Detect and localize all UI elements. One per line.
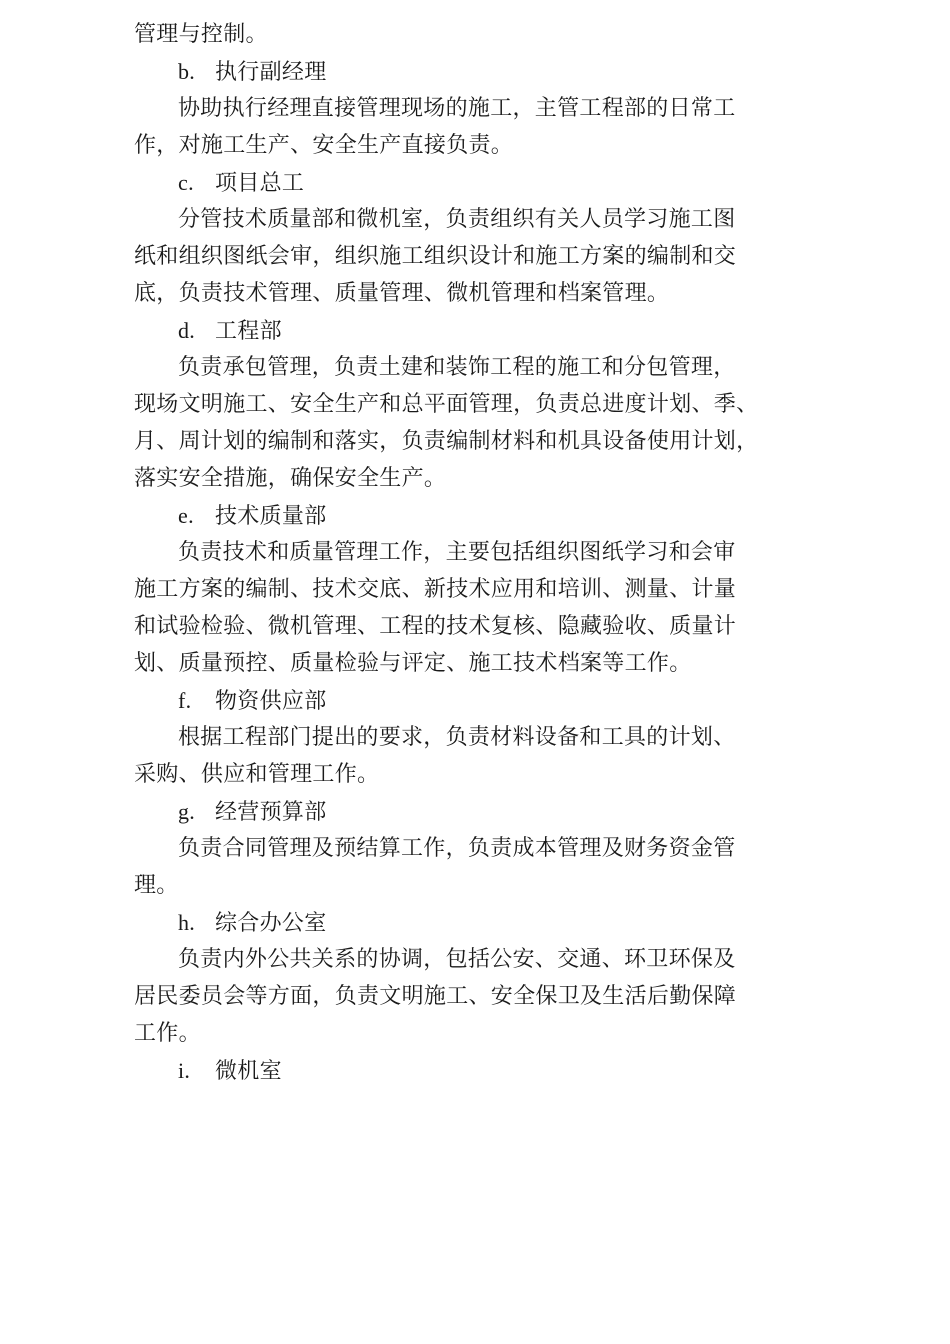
paragraph-line: 落实安全措施，确保安全生产。 [134,466,447,491]
section-heading-h [178,910,327,937]
paragraph-line: 划、质量预控、质量检验与评定、施工技术档案等工作。 [134,651,692,676]
paragraph-line: 工作。 [134,1021,201,1046]
paragraph-line: 作，对施工生产、安全生产直接负责。 [134,133,514,158]
paragraph-line: 负责合同管理及预结算工作，负责成本管理及财务资金管 [178,836,736,861]
paragraph-line: 根据工程部门提出的要求，负责材料设备和工具的计划、 [178,725,736,750]
paragraph-line: 采购、供应和管理工作。 [134,762,380,787]
section-heading-i [178,1058,282,1085]
section-marker: h. [178,910,196,935]
section-marker: i. [178,1058,191,1083]
section-title: 物资供应部 [215,689,327,714]
section-title: 项目总工 [215,171,305,196]
paragraph-line: 纸和组织图纸会审，组织施工组织设计和施工方案的编制和交 [134,244,737,269]
section-marker: f. [178,688,192,713]
paragraph-line: 月、周计划的编制和落实，负责编制材料和机具设备使用计划， [134,429,759,454]
section-heading-d [178,318,282,345]
paragraph-line: 负责技术和质量管理工作，主要包括组织图纸学习和会审 [178,540,736,565]
paragraph-line: 底，负责技术管理、质量管理、微机管理和档案管理。 [134,281,670,306]
section-title: 执行副经理 [215,60,327,85]
paragraph-line: 协助执行经理直接管理现场的施工，主管工程部的日常工 [178,96,736,121]
intro-line: 管理与控制。 [134,22,268,47]
section-marker: g. [178,799,196,824]
section-marker: e. [178,503,194,528]
section-title: 工程部 [215,319,282,344]
paragraph-line: 和试验检验、微机管理、工程的技术复核、隐藏验收、质量计 [134,614,737,639]
section-title: 经营预算部 [215,800,327,825]
paragraph-line: 现场文明施工、安全生产和总平面管理，负责总进度计划、季、 [134,392,759,417]
section-title: 技术质量部 [215,504,327,529]
paragraph-line: 分管技术质量部和微机室，负责组织有关人员学习施工图 [178,207,736,232]
paragraph-line: 负责承包管理，负责土建和装饰工程的施工和分包管理， [178,355,736,380]
paragraph-line: 负责内外公共关系的协调，包括公安、交通、环卫环保及 [178,947,736,972]
section-heading-f [178,688,327,715]
section-title: 综合办公室 [215,911,327,936]
section-title: 微机室 [215,1059,282,1084]
section-marker: c. [178,170,194,195]
section-heading-b [178,59,327,86]
section-heading-c [178,170,304,197]
paragraph-line: 施工方案的编制、技术交底、新技术应用和培训、测量、计量 [134,577,737,602]
paragraph-line: 居民委员会等方面，负责文明施工、安全保卫及生活后勤保障 [134,984,737,1009]
section-marker: b. [178,59,196,84]
section-heading-g [178,799,327,826]
section-marker: d. [178,318,196,343]
paragraph-line: 理。 [134,873,179,898]
section-heading-e [178,503,327,530]
